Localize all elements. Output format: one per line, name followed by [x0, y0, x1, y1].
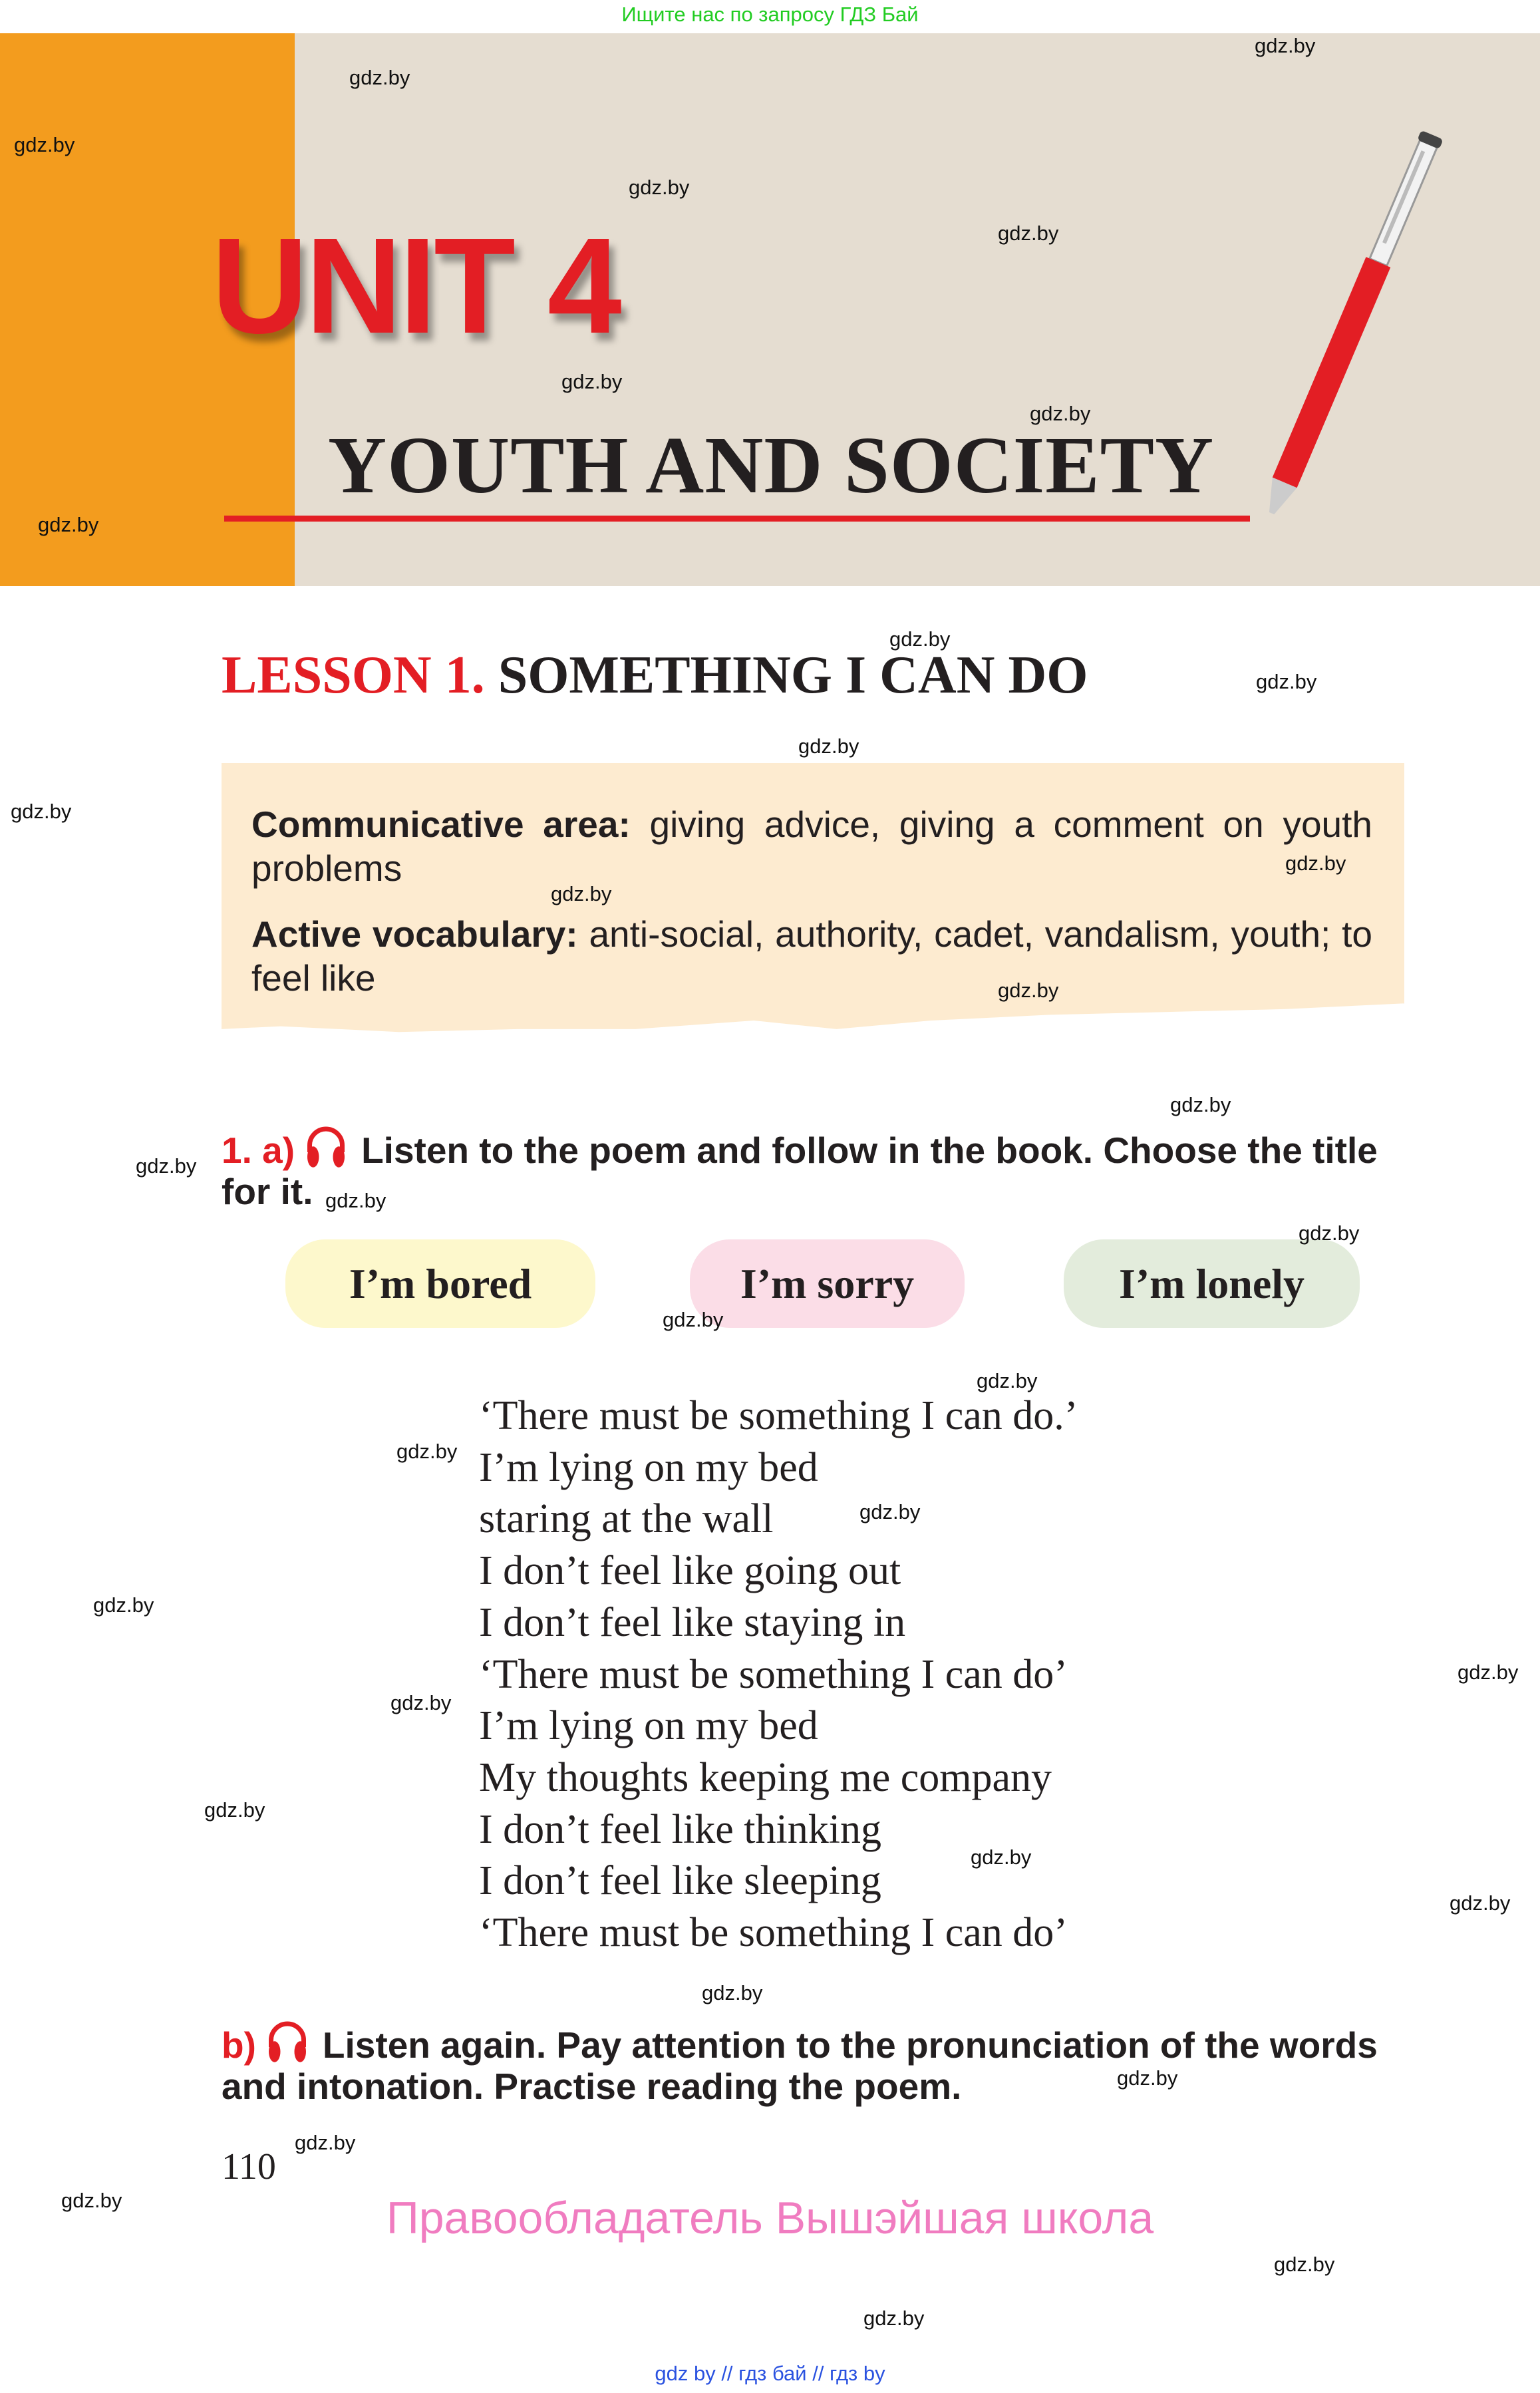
poem-line: I don’t feel like going out — [479, 1548, 901, 1594]
communicative-area — [251, 802, 1372, 890]
watermark: gdz.by — [11, 800, 72, 823]
unit-title: UNIT 4 — [212, 210, 619, 362]
watermark: gdz.by — [977, 1369, 1038, 1392]
watermark: gdz.by — [325, 1189, 386, 1212]
poem-line: I’m lying on my bed — [479, 1444, 818, 1490]
lesson-title: SOMETHING I CAN DO — [498, 646, 1088, 705]
watermark: gdz.by — [663, 1308, 724, 1331]
poem — [479, 1390, 1078, 1959]
active-vocabulary — [251, 912, 1372, 1000]
task-letter: b) — [222, 2024, 256, 2066]
watermark: gdz.by — [561, 370, 623, 393]
watermark: gdz.by — [349, 66, 410, 89]
watermark: gdz.by — [295, 2131, 356, 2154]
unit-header — [0, 33, 1540, 586]
task-text: Listen again. Pay attention to the pronunciation of the words and intonation. Practise reading the poem. — [222, 2024, 1378, 2107]
watermark: gdz.by — [93, 1593, 154, 1617]
poem-line: My thoughts keeping me company — [479, 1754, 1052, 1800]
watermark: gdz.by — [136, 1154, 197, 1178]
watermark: gdz.by — [1255, 34, 1316, 57]
watermark: gdz.by — [859, 1500, 921, 1523]
watermark: gdz.by — [1450, 1891, 1511, 1915]
poem-line: I don’t feel like thinking — [479, 1806, 881, 1852]
footer-links[interactable]: gdz by // гдз бай // гдз by — [655, 2362, 885, 2385]
poem-line: ‘There must be something I can do.’ — [479, 1393, 1078, 1438]
lesson-heading — [222, 645, 1088, 706]
unit-subtitle: YOUTH AND SOCIETY — [328, 420, 1215, 510]
rights-holder: Правообладатель Вышэйшая школа — [386, 2193, 1154, 2243]
watermark: gdz.by — [889, 627, 951, 651]
communicative-text: giving advice, giving a comment on youth problems — [251, 804, 1373, 889]
page-number: 110 — [222, 2146, 276, 2187]
watermark: gdz.by — [1256, 670, 1317, 693]
watermark: gdz.by — [863, 2307, 925, 2330]
watermark: gdz.by — [798, 734, 859, 758]
vocabulary-label: Active vocabulary: — [251, 913, 578, 955]
pen-icon — [1237, 126, 1450, 539]
watermark: gdz.by — [1170, 1093, 1231, 1116]
red-underline — [224, 516, 1250, 522]
title-option-bored[interactable]: I’m bored — [285, 1239, 595, 1328]
poem-line: I don’t feel like staying in — [479, 1599, 906, 1645]
search-banner[interactable]: Ищите нас по запросу ГДЗ Бай — [621, 3, 919, 26]
watermark: gdz.by — [1285, 852, 1346, 875]
watermark: gdz.by — [396, 1440, 458, 1463]
watermark: gdz.by — [971, 1845, 1032, 1869]
watermark: gdz.by — [702, 1981, 763, 2004]
poem-line: ‘There must be something I can do’ — [479, 1651, 1068, 1697]
watermark: gdz.by — [998, 979, 1059, 1002]
watermark: gdz.by — [204, 1798, 265, 1822]
watermark: gdz.by — [61, 2189, 122, 2212]
watermark: gdz.by — [1458, 1661, 1519, 1684]
task-letter: a) — [262, 1130, 295, 1171]
watermark: gdz.by — [14, 133, 75, 156]
lesson-number: LESSON 1. — [222, 646, 485, 705]
watermark: gdz.by — [1030, 402, 1091, 425]
poem-line: I’m lying on my bed — [479, 1703, 818, 1749]
headphones-icon[interactable] — [303, 1124, 349, 1171]
vocabulary-text: anti-social, authority, cadet, vandalism, youth; to feel like — [251, 913, 1373, 999]
title-option-sorry[interactable]: I’m sorry — [690, 1239, 965, 1328]
title-option-lonely[interactable]: I’m lonely — [1064, 1239, 1360, 1328]
watermark: gdz.by — [1274, 2253, 1335, 2276]
task-1a — [222, 1124, 1412, 1212]
poem-line: ‘There must be something I can do’ — [479, 1910, 1068, 1956]
poem-line: staring at the wall — [479, 1496, 774, 1542]
watermark: gdz.by — [629, 176, 690, 199]
headphones-icon[interactable] — [264, 2019, 311, 2066]
watermark: gdz.by — [1299, 1221, 1360, 1245]
task-1b — [222, 2019, 1412, 2107]
watermark: gdz.by — [38, 513, 99, 536]
watermark: gdz.by — [998, 222, 1059, 245]
watermark: gdz.by — [390, 1691, 452, 1714]
task-number: 1. — [222, 1130, 252, 1171]
communicative-label: Communicative area: — [251, 804, 631, 845]
watermark: gdz.by — [551, 882, 612, 905]
poem-line: I don’t feel like sleeping — [479, 1858, 881, 1904]
task-text: Listen to the poem and follow in the book. Choose the title for it. — [222, 1130, 1378, 1212]
watermark: gdz.by — [1117, 2066, 1178, 2090]
